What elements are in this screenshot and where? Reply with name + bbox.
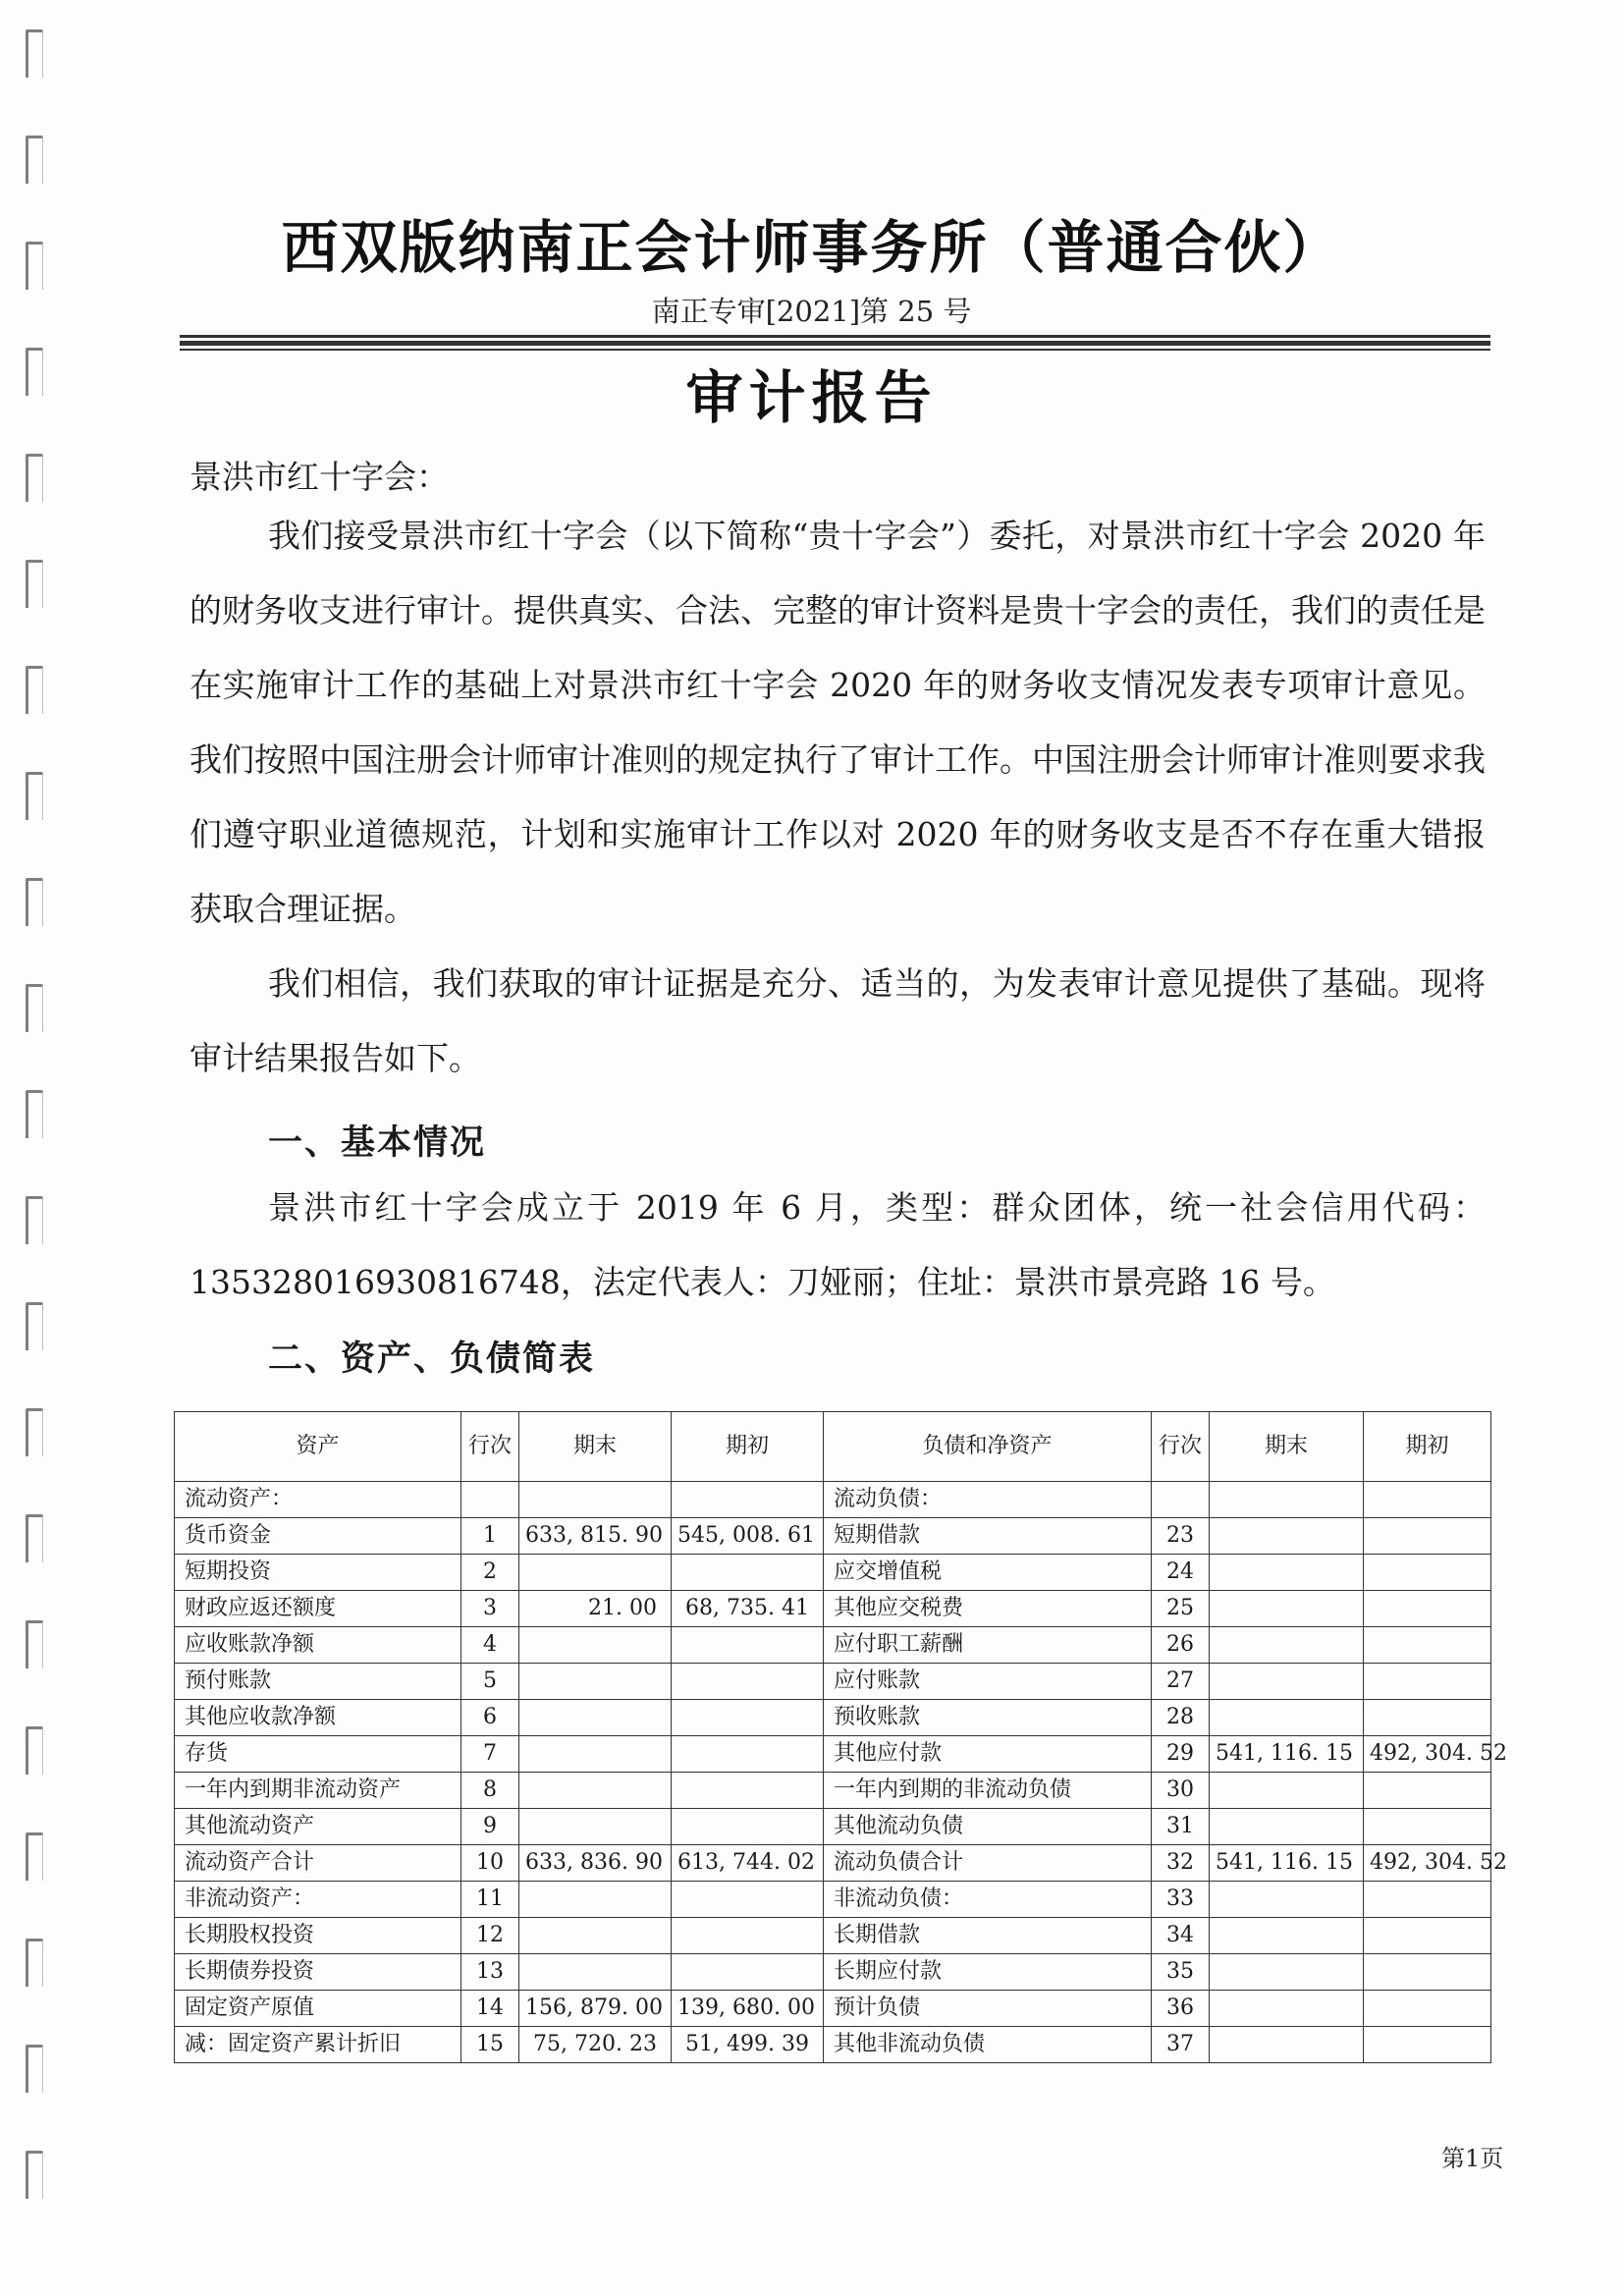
asset-name: 非流动资产： xyxy=(175,1882,461,1918)
table-row xyxy=(175,1809,1491,1845)
table-row xyxy=(175,1627,1491,1664)
asset-begin xyxy=(672,1773,824,1809)
asset-end: 75, 720. 23 xyxy=(519,2027,672,2063)
table-row xyxy=(175,1700,1491,1736)
asset-name: 应收账款净额 xyxy=(175,1627,461,1664)
asset-begin xyxy=(672,1664,824,1700)
header-rule-middle xyxy=(180,341,1490,346)
liability-name: 其他应交税费 xyxy=(824,1591,1152,1627)
liability-end xyxy=(1210,1482,1364,1518)
liability-row-no xyxy=(1152,1482,1210,1518)
asset-name: 长期债券投资 xyxy=(175,1954,461,1991)
document-number: 南正专审[2021]第 25 号 xyxy=(651,295,972,328)
liability-name: 预计负债 xyxy=(824,1991,1152,2027)
asset-row-no: 8 xyxy=(461,1773,519,1809)
asset-row-no: 4 xyxy=(461,1627,519,1664)
liability-begin xyxy=(1364,1664,1491,1700)
salutation: 景洪市红十字会： xyxy=(189,458,449,496)
firm-name: 西双版纳南正会计师事务所（普通合伙） xyxy=(281,214,1342,281)
liability-begin xyxy=(1364,1954,1491,1991)
asset-end: 633, 836. 90 xyxy=(519,1845,672,1882)
table-row xyxy=(175,1482,1491,1518)
liability-name: 预收账款 xyxy=(824,1700,1152,1736)
asset-name: 流动资产合计 xyxy=(175,1845,461,1882)
asset-row-no: 13 xyxy=(461,1954,519,1991)
liability-begin xyxy=(1364,1991,1491,2027)
asset-end xyxy=(519,1736,672,1773)
asset-row-no: 7 xyxy=(461,1736,519,1773)
liability-name: 其他非流动负债 xyxy=(824,2027,1152,2063)
asset-begin: 545, 008. 61 xyxy=(672,1518,824,1555)
table-row xyxy=(175,1954,1491,1991)
asset-end xyxy=(519,1700,672,1736)
table-row xyxy=(175,1591,1491,1627)
liability-end xyxy=(1210,2027,1364,2063)
asset-begin: 613, 744. 02 xyxy=(672,1845,824,1882)
asset-row-no: 6 xyxy=(461,1700,519,1736)
liability-end xyxy=(1210,1664,1364,1700)
asset-end xyxy=(519,1773,672,1809)
section-heading-basic-info: 一、基本情况 xyxy=(268,1122,487,1163)
asset-row-no: 2 xyxy=(461,1555,519,1591)
asset-name: 货币资金 xyxy=(175,1518,461,1555)
asset-begin xyxy=(672,1882,824,1918)
liability-end: 541, 116. 15 xyxy=(1210,1845,1364,1882)
liability-name: 流动负债合计 xyxy=(824,1845,1152,1882)
asset-end xyxy=(519,1555,672,1591)
asset-begin: 139, 680. 00 xyxy=(672,1991,824,2027)
liability-end xyxy=(1210,1591,1364,1627)
asset-end: 633, 815. 90 xyxy=(519,1518,672,1555)
liability-end xyxy=(1210,1518,1364,1555)
asset-begin: 51, 499. 39 xyxy=(672,2027,824,2063)
liability-begin xyxy=(1364,1700,1491,1736)
asset-end xyxy=(519,1627,672,1664)
col-header-row-no: 行次 xyxy=(461,1412,519,1482)
asset-name: 其他应收款净额 xyxy=(175,1700,461,1736)
liability-row-no: 28 xyxy=(1152,1700,1210,1736)
col-header-begin: 期初 xyxy=(672,1412,824,1482)
asset-row-no: 15 xyxy=(461,2027,519,2063)
asset-end xyxy=(519,1809,672,1845)
asset-begin xyxy=(672,1809,824,1845)
liability-row-no: 34 xyxy=(1152,1918,1210,1954)
asset-end xyxy=(519,1954,672,1991)
liability-end: 541, 116. 15 xyxy=(1210,1736,1364,1773)
col-header-liability: 负债和净资产 xyxy=(824,1412,1152,1482)
paragraph-evidence: 我们相信，我们获取的审计证据是充分、适当的，为发表审计意见提供了基础。现将审计结果报告如下。 xyxy=(189,964,1486,1077)
asset-row-no: 10 xyxy=(461,1845,519,1882)
liability-end xyxy=(1210,1773,1364,1809)
liability-row-no: 33 xyxy=(1152,1882,1210,1918)
asset-name: 短期投资 xyxy=(175,1555,461,1591)
table-row xyxy=(175,1918,1491,1954)
asset-name: 其他流动资产 xyxy=(175,1809,461,1845)
liability-begin xyxy=(1364,1918,1491,1954)
liability-begin: 492, 304. 52 xyxy=(1364,1736,1491,1773)
liability-row-no: 27 xyxy=(1152,1664,1210,1700)
asset-begin xyxy=(672,1736,824,1773)
table-row xyxy=(175,2027,1491,2063)
asset-name: 减：固定资产累计折旧 xyxy=(175,2027,461,2063)
col-header-row-no-2: 行次 xyxy=(1152,1412,1210,1482)
asset-row-no xyxy=(461,1482,519,1518)
liability-end xyxy=(1210,1700,1364,1736)
liability-begin xyxy=(1364,1518,1491,1555)
section-heading-balance-sheet: 二、资产、负债简表 xyxy=(268,1339,596,1379)
table-row xyxy=(175,1555,1491,1591)
asset-name: 长期股权投资 xyxy=(175,1918,461,1954)
asset-name: 一年内到期非流动资产 xyxy=(175,1773,461,1809)
asset-begin xyxy=(672,1555,824,1591)
asset-row-no: 5 xyxy=(461,1664,519,1700)
asset-name: 流动资产： xyxy=(175,1482,461,1518)
asset-row-no: 12 xyxy=(461,1918,519,1954)
asset-row-no: 14 xyxy=(461,1991,519,2027)
liability-begin xyxy=(1364,1482,1491,1518)
asset-end xyxy=(519,1482,672,1518)
col-header-end-2: 期末 xyxy=(1210,1412,1364,1482)
liability-row-no: 32 xyxy=(1152,1845,1210,1882)
col-header-asset: 资产 xyxy=(175,1412,461,1482)
asset-begin xyxy=(672,1954,824,1991)
asset-name: 预付账款 xyxy=(175,1664,461,1700)
asset-begin: 68, 735. 41 xyxy=(672,1591,824,1627)
table-row xyxy=(175,1845,1491,1882)
liability-row-no: 37 xyxy=(1152,2027,1210,2063)
asset-end: 21. 00 xyxy=(519,1591,672,1627)
liability-begin xyxy=(1364,1882,1491,1918)
liability-begin: 492, 304. 52 xyxy=(1364,1845,1491,1882)
liability-name: 其他应付款 xyxy=(824,1736,1152,1773)
liability-end xyxy=(1210,1555,1364,1591)
liability-name: 其他流动负债 xyxy=(824,1809,1152,1845)
liability-name: 流动负债： xyxy=(824,1482,1152,1518)
liability-name: 非流动负债： xyxy=(824,1882,1152,1918)
asset-name: 财政应返还额度 xyxy=(175,1591,461,1627)
header-rule-top xyxy=(180,335,1490,338)
table-header-row xyxy=(175,1412,1491,1482)
liability-name: 应付职工薪酬 xyxy=(824,1627,1152,1664)
asset-row-no: 11 xyxy=(461,1882,519,1918)
liability-row-no: 24 xyxy=(1152,1555,1210,1591)
liability-name: 短期借款 xyxy=(824,1518,1152,1555)
header-rule-bottom xyxy=(180,349,1490,351)
liability-end xyxy=(1210,1991,1364,2027)
balance-sheet-table xyxy=(174,1411,1507,2063)
liability-row-no: 36 xyxy=(1152,1991,1210,2027)
asset-row-no: 9 xyxy=(461,1809,519,1845)
asset-end xyxy=(519,1918,672,1954)
liability-name: 一年内到期的非流动负债 xyxy=(824,1773,1152,1809)
asset-name: 存货 xyxy=(175,1736,461,1773)
table-row xyxy=(175,1736,1491,1773)
table-row xyxy=(175,1773,1491,1809)
page-number: 第1页 xyxy=(1441,2145,1504,2172)
liability-end xyxy=(1210,1918,1364,1954)
table-row xyxy=(175,1664,1491,1700)
liability-end xyxy=(1210,1954,1364,1991)
liability-name: 应交增值税 xyxy=(824,1555,1152,1591)
asset-end: 156, 879. 00 xyxy=(519,1991,672,2027)
liability-name: 长期借款 xyxy=(824,1918,1152,1954)
asset-begin xyxy=(672,1700,824,1736)
liability-name: 长期应付款 xyxy=(824,1954,1152,1991)
liability-row-no: 23 xyxy=(1152,1518,1210,1555)
liability-begin xyxy=(1364,1627,1491,1664)
liability-row-no: 29 xyxy=(1152,1736,1210,1773)
table-row xyxy=(175,1882,1491,1918)
asset-row-no: 3 xyxy=(461,1591,519,1627)
liability-row-no: 26 xyxy=(1152,1627,1210,1664)
paragraph-engagement: 我们接受景洪市红十字会（以下简称“贵十字会”）委托，对景洪市红十字会 2020 年的财务收支进行审计。提供真实、合法、完整的审计资料是贵十字会的责任，我们的责任是在实施审计工作的基础上对景洪市红十字会 2020 年的财务收支情况发表专项审计意见。我们按照中国注册会计师审计准则的规定执行了审计工作。中国注册会计师审计准则要求我们遵守职业道德规范，计划和实施审计工作以对 2020 年的财务收支是否不存在重大错报获取合理证据。 xyxy=(189,517,1486,928)
liability-begin xyxy=(1364,1555,1491,1591)
liability-end xyxy=(1210,1809,1364,1845)
report-title: 审计报告 xyxy=(685,364,938,431)
liability-begin xyxy=(1364,2027,1491,2063)
col-header-end: 期末 xyxy=(519,1412,672,1482)
asset-row-no: 1 xyxy=(461,1518,519,1555)
liability-row-no: 25 xyxy=(1152,1591,1210,1627)
liability-row-no: 35 xyxy=(1152,1954,1210,1991)
liability-begin xyxy=(1364,1809,1491,1845)
asset-end xyxy=(519,1882,672,1918)
table-row xyxy=(175,1991,1491,2027)
asset-end xyxy=(519,1664,672,1700)
table-row xyxy=(175,1518,1491,1555)
asset-begin xyxy=(672,1918,824,1954)
paragraph-basic-info: 景洪市红十字会成立于 2019 年 6 月，类型：群众团体，统一社会信用代码：135328016930816748，法定代表人：刀娅丽；住址：景洪市景亮路 16 号。 xyxy=(189,1188,1486,1301)
liability-name: 应付账款 xyxy=(824,1664,1152,1700)
asset-name: 固定资产原值 xyxy=(175,1991,461,2027)
liability-begin xyxy=(1364,1591,1491,1627)
liability-row-no: 31 xyxy=(1152,1809,1210,1845)
asset-begin xyxy=(672,1627,824,1664)
liability-end xyxy=(1210,1882,1364,1918)
binding-edge xyxy=(14,0,53,2296)
liability-row-no: 30 xyxy=(1152,1773,1210,1809)
col-header-begin-2: 期初 xyxy=(1364,1412,1491,1482)
liability-end xyxy=(1210,1627,1364,1664)
asset-begin xyxy=(672,1482,824,1518)
liability-begin xyxy=(1364,1773,1491,1809)
